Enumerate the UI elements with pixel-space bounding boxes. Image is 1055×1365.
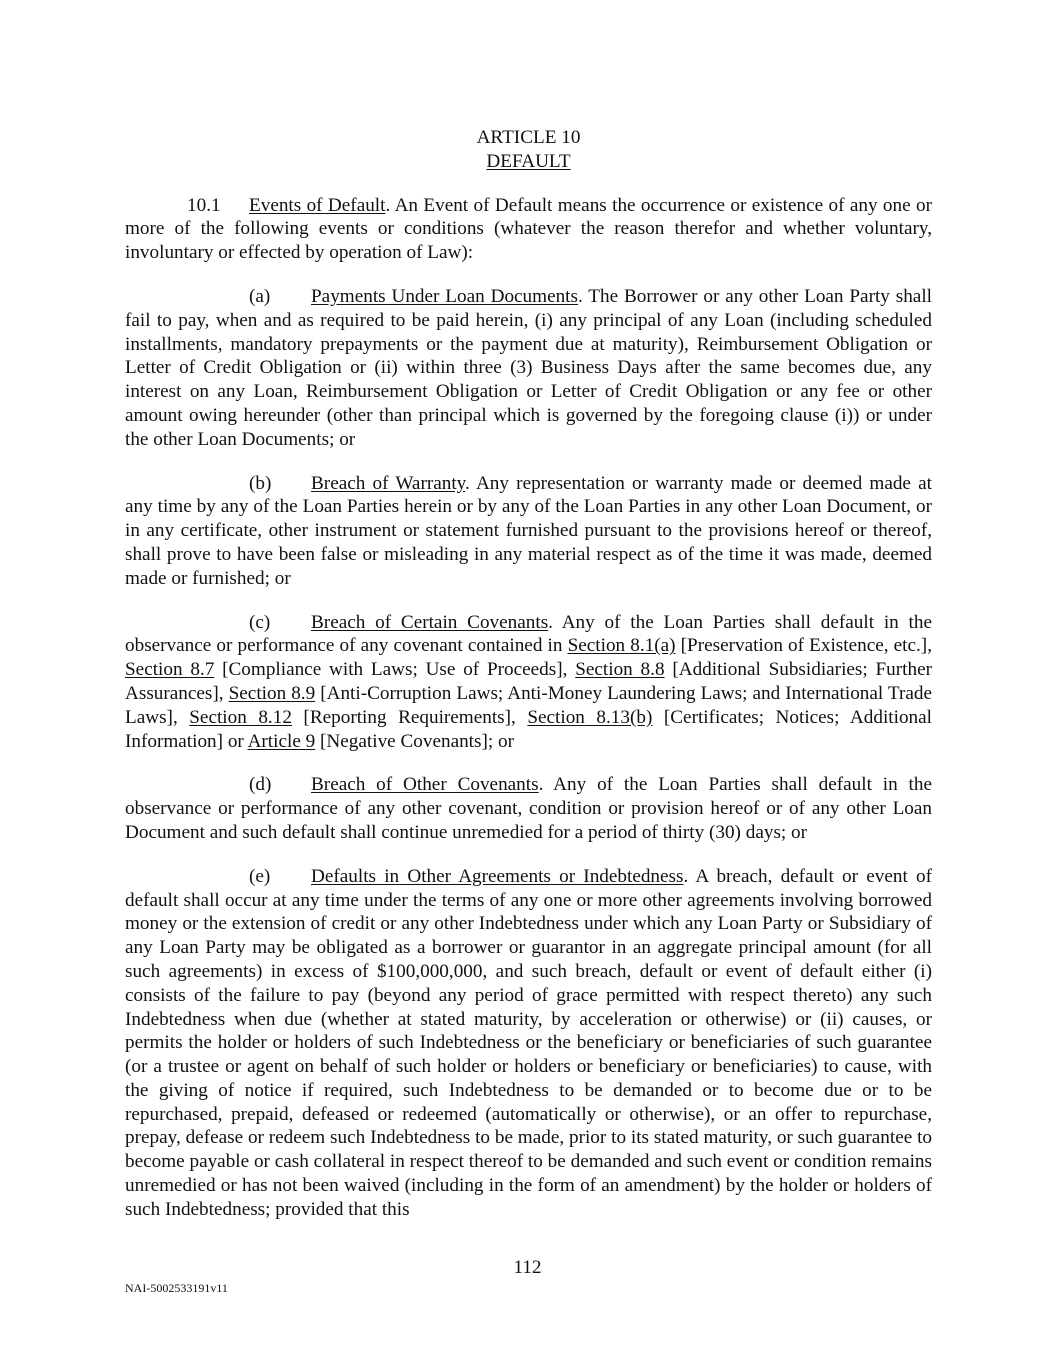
- article-subtitle: DEFAULT: [486, 150, 571, 172]
- section-text: . An Event of Default means the occurrence or existence of any one or more of the following events or conditions (whatever the reason therefor and whether voluntary, involuntary or effected by operation of Law):: [125, 194, 932, 264]
- item-d: [125, 773, 932, 844]
- item-text: . A breach, default or event of default shall occur at any time under the terms of any one or more other agreements involving borrowed money or the extension of credit or any other Indebtedness under which any Loan Party or Subsidiary of any Loan Party may be obligated as a borrower or guarantor in an aggregate principal amount (for all such agreements) in excess of $100,000,000, and such breach, default or event of default either (i) consists of the failure to pay (beyond any period of grace permitted with respect thereto) any such Indebtedness when due (whether at stated maturity, by acceleration or otherwise) or (ii) causes, or permits the holder or holders of such Indebtedness or the beneficiary or beneficiaries of such guarantee (or a trustee or agent on behalf of such holder or holders or beneficiary or beneficiaries) to cause, with the giving of notice if required, such Indebtedness to be demanded or to become due or to be repurchased, prepaid, defeased or redeemed (automatically or otherwise), or an offer to repurchase, prepay, defease or redeem such Indebtedness to be made, prior to its stated maturity, or such guarantee to become payable or cash collateral in respect thereof to be demanded and such event or condition remains unremedied or has not been waived (including in the form of an amendment) by the holder or holders of such Indebtedness; provided that this: [125, 865, 933, 1220]
- section-reference: Section 8.8: [575, 659, 665, 681]
- section-reference: Section 8.12: [189, 706, 292, 728]
- item-text-segment: [Compliance with Laws; Use of Proceeds],: [214, 659, 576, 681]
- item-heading: Breach of Other Covenants: [311, 774, 539, 796]
- section-reference: Section 8.1(a): [567, 635, 676, 657]
- item-text-segment: [Reporting Requirements],: [291, 706, 528, 728]
- section-reference: Section 8.7: [125, 659, 215, 681]
- item-text-segment: . Any of the Loan Parties shall default in the observance or performance of any covenant contained in: [125, 611, 933, 657]
- item-c: [125, 611, 932, 754]
- item-text-segment: [Additional Subsidiaries; Further Assurances],: [125, 659, 932, 704]
- item-text-segment: [Negative Covenants]; or: [315, 730, 514, 752]
- section-reference: Section 8.13(b): [527, 706, 653, 728]
- item-text: . Any representation or warranty made or deemed made at any time by any of the Loan Parties herein or by any of the Loan Parties in any other Loan Document, or in any certificate, other instrument or statement furnished pursuant to the provisions hereof or thereof, shall prove to have been false or misleading in any material respect as of the time it was made, deemed made or furnished; or: [125, 472, 932, 589]
- item-label: (d): [249, 774, 272, 796]
- item-a: [125, 285, 932, 452]
- item-heading: Breach of Certain Covenants: [311, 611, 549, 633]
- item-e: [125, 865, 932, 1222]
- section-reference: Section 8.9: [228, 682, 316, 704]
- section-10-1: [125, 194, 932, 265]
- item-text: . Any of the Loan Parties shall default in the observance or performance of any other covenant, condition or provision hereof or of any other Loan Document and such default shall continue unremedied for a period of thirty (30) days; or: [125, 774, 932, 843]
- article-title: ARTICLE 10: [476, 127, 581, 148]
- item-text-segment: [Certificates; Notices; Additional Information] or: [125, 706, 932, 752]
- section-heading: Events of Default: [249, 194, 386, 216]
- item-label: (b): [249, 472, 272, 494]
- item-text: . The Borrower or any other Loan Party shall fail to pay, when and as required to be paid herein, (i) any principal of any Loan (including scheduled installments, mandatory prepayments or the payment due at maturity), Reimbursement Obligation or Letter of Credit Obligation or (ii) within three (3) Business Days after the same becomes due, any interest on any Loan, Reimbursement Obligation or Letter of Credit Obligation or any fee or other amount owing hereunder (other than principal which is governed by the foregoing clause (i)) or under the other Loan Documents; or: [125, 285, 932, 450]
- item-heading: Defaults in Other Agreements or Indebtedness: [311, 865, 684, 887]
- item-heading: Breach of Warranty: [311, 472, 466, 494]
- article-reference: Article 9: [247, 730, 316, 752]
- item-text-segment: [Anti-Corruption Laws; Anti-Money Laundering Laws; and International Trade Laws],: [125, 682, 932, 728]
- item-label: (a): [249, 285, 271, 307]
- document-body: [125, 126, 932, 1222]
- item-heading: Payments Under Loan Documents: [311, 285, 578, 307]
- section-number: 10.1: [187, 194, 221, 216]
- document-id: NAI-5002533191v11: [125, 1281, 228, 1295]
- item-b: [125, 472, 932, 591]
- item-label: (e): [249, 865, 271, 887]
- item-text-segment: [Preservation of Existence, etc.],: [675, 635, 932, 657]
- item-label: (c): [249, 611, 271, 633]
- page-number: 112: [513, 1257, 542, 1278]
